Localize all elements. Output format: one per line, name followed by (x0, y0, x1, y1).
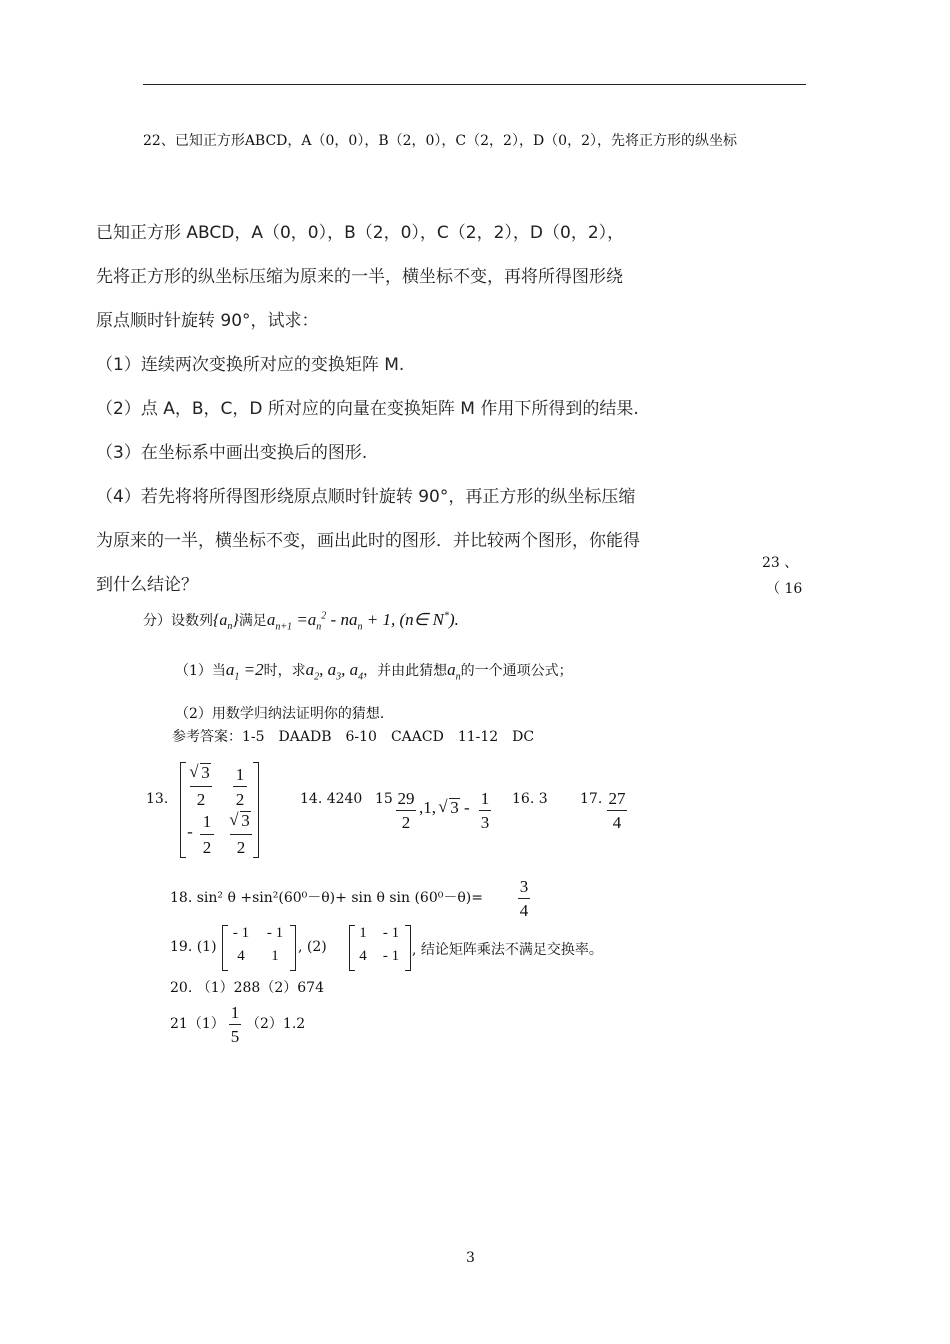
a18-num: 3 (519, 877, 529, 896)
q23-recurrence: $a_{n+1} =a_n^2 - na_n + 1$, (n∈ N*). (266, 610, 459, 633)
a15-num: 29 (397, 789, 415, 808)
q22-line-7: （4）若先将将所得图形绕原点顺时针旋转 90°，再正方形的纵坐标压缩 (96, 487, 636, 507)
a19-m1-11: - 1 (232, 925, 250, 941)
matrix-right-bracket (290, 925, 296, 971)
q23-score: （ 16 (766, 581, 803, 597)
a14: 14. 4240 (300, 791, 363, 807)
a20: 20. （1）288（2）674 (170, 980, 324, 996)
a13-label: 13. (146, 791, 169, 807)
q23-seq: $\{a_n\}$ (213, 612, 239, 633)
a15-frac-num: 1 (480, 789, 490, 808)
frac-bar (396, 810, 416, 811)
a19-m1-12: - 1 (266, 925, 284, 941)
q23-stem-lead: 分）设数列 (143, 613, 213, 629)
frac-bar (230, 834, 252, 835)
a19-m2-21: 4 (359, 948, 367, 964)
a21-num: 1 (230, 1003, 240, 1022)
a19-m1-22: 1 (271, 948, 279, 964)
q23-stem (143, 610, 459, 632)
frac-bar (233, 786, 247, 787)
a15-frac-den: 3 (480, 813, 490, 832)
a19-m2-12: - 1 (382, 925, 400, 941)
a19-label: 19. (1) (170, 939, 217, 955)
q22-line-3: 原点顺时针旋转 90°，试求： (96, 311, 319, 331)
a17-den: 4 (612, 813, 622, 832)
q23-part-1: （1）当$a_1 =2$时，求$a_2$, $a_3$, $a_4$，并由此猜想$a_n$的一个通项公式； (175, 660, 573, 683)
a15-rest: ,1, √ 3 - (419, 798, 470, 818)
a13-m21-sign: - (187, 822, 193, 841)
q23-satisfy: 满足 (238, 613, 267, 629)
answers-title: 参考答案：1-5 DAADB 6-10 CAACD 11-12 DC (172, 729, 535, 745)
a13-m11: √ 3 (188, 763, 214, 783)
a21-label: 21（1） (170, 1016, 225, 1032)
q22-header: 22、已知正方形ABCD，A（0，0），B（2，0），C（2，2），D（0，2），先将正方形的纵坐标 (143, 133, 737, 149)
a18-den: 4 (519, 901, 529, 920)
a17-label: 17. (580, 791, 603, 807)
q23-number: 23 、 (762, 555, 799, 571)
a13-m21-num: 1 (202, 812, 212, 831)
matrix-left-bracket (180, 762, 186, 858)
a13-m21-den: 2 (202, 838, 212, 857)
frac-bar (518, 898, 530, 899)
q23-part-2: （2）用数学归纳法证明你的猜想. (175, 706, 385, 722)
a15-den: 2 (401, 813, 411, 832)
a19-m2-11: 1 (359, 925, 367, 941)
frac-bar (190, 786, 212, 787)
a16: 16. 3 (512, 791, 548, 807)
a19-conclusion: , 结论矩阵乘法不满足交换率。 (412, 942, 603, 958)
a13-m11-den: 2 (196, 790, 206, 809)
a17-num: 27 (608, 789, 626, 808)
frac-bar (607, 810, 627, 811)
a19-m1-21: 4 (237, 948, 245, 964)
matrix-right-bracket (405, 925, 411, 971)
q22-line-1: 已知正方形 ABCD，A（0，0），B（2，0），C（2，2），D（0，2）， (96, 223, 625, 243)
a13-m22-den: 2 (236, 838, 246, 857)
a18-text: 18. sin² θ +sin²(60⁰－θ)+ sin θ sin (60⁰－θ)= (170, 890, 483, 906)
a13-m12-num: 1 (235, 765, 245, 784)
q22-line-8: 为原来的一半，横坐标不变，画出此时的图形．并比较两个图形，你能得 (96, 531, 640, 551)
a21-end: （2）1.2 (246, 1016, 306, 1032)
q22-line-2: 先将正方形的纵坐标压缩为原来的一半，横坐标不变，再将所得图形绕 (96, 267, 623, 287)
a21-den: 5 (230, 1027, 240, 1046)
frac-bar (229, 1024, 241, 1025)
a15-label: 15 (375, 791, 393, 807)
q22-line-5: （2）点 A，B，C，D 所对应的向量在变换矩阵 M 作用下所得到的结果. (96, 399, 639, 419)
a13-m22: √ 3 (228, 811, 254, 831)
q22-line-4: （1）连续两次变换所对应的变换矩阵 M. (96, 355, 405, 375)
header-rule (143, 84, 806, 85)
a13-m12-den: 2 (235, 790, 245, 809)
frac-bar (200, 834, 214, 835)
a19-m2-22: - 1 (382, 948, 400, 964)
a19-mid: , (2) (298, 939, 327, 955)
q22-line-9: 到什么结论？ (96, 575, 198, 595)
q22-line-6: （3）在坐标系中画出变换后的图形. (96, 443, 368, 463)
frac-bar (479, 810, 491, 811)
page-number: 3 (466, 1250, 475, 1266)
